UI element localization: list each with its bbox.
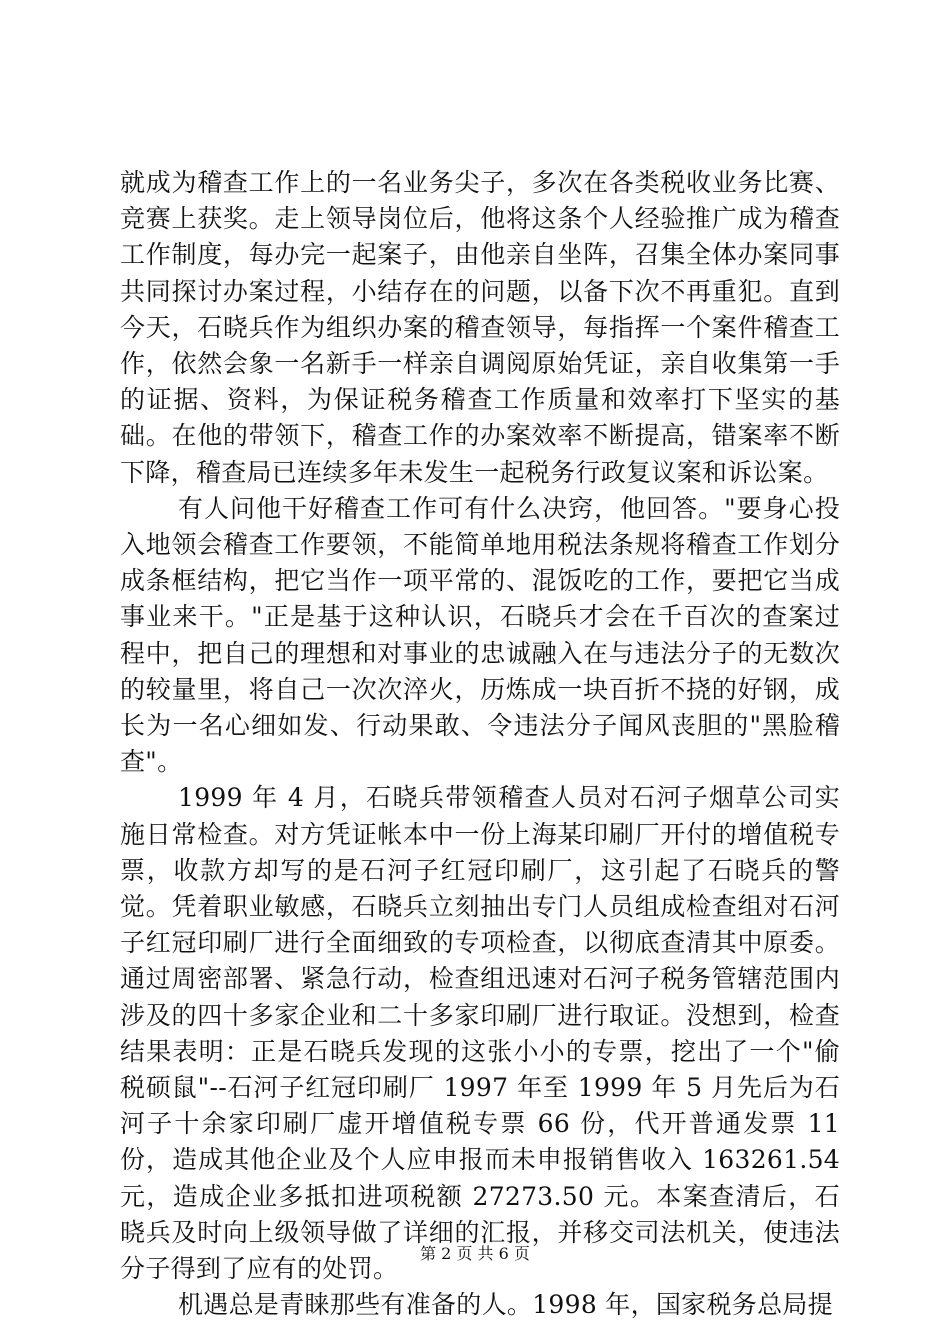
paragraph-opportunity: 机遇总是青睐那些有准备的人。1998 年，国家税务总局提 (178, 1290, 833, 1320)
paragraph-secret-answer: 有人问他干好稽查工作可有什么决窍，他回答。"要身心投入地领会稽查工作要领，不能简单地用税法条规将稽查工作划分成条框结构，把它当作一项平常的、混饭吃的工作，要把它当成事业来干。"正是基于这种认识，石晓兵才会在千百次的查案过程中，把自己的理想和对事业的忠诚融入在与违法分子的无数次的较量里，将自己一次次淬火，历炼成一块百折不挠的好钢，成长为一名心细如发、行动果敢、令违法分子闻风丧胆的"黑脸稽查"。 (120, 493, 840, 777)
paragraph-continued: 就成为稽查工作上的一名业务尖子，多次在各类税收业务比赛、竞赛上获奖。走上领导岗位后，他将这条个人经验推广成为稽查工作制度，每办完一起案子，由他亲自坐阵，召集全体办案同事共同探讨办案过程，小结存在的问题，以备下次不再重犯。直到今天，石晓兵作为组织办案的稽查领导，每指挥一个案件稽查工作，依然会象一名新手一样亲自调阅原始凭证，亲自收集第一手的证据、资料，为保证税务稽查工作质量和效率打下坚实的基础。在他的带领下，稽查工作的办案效率不断提高，错案率不断下降，稽查局已连续多年未发生一起税务行政复议案和诉讼案。 (120, 168, 840, 487)
paragraph-1999-case: 1999 年 4 月，石晓兵带领稽查人员对石河子烟草公司实施日常检查。对方凭证帐本中一份上海某印刷厂开付的增值税专票，收款方却写的是石河子红冠印刷厂，这引起了石晓兵的警觉。凭着职业敏感，石晓兵立刻抽出专门人员组成检查组对石河子红冠印刷厂进行全面细致的专项检查，以彻底查清其中原委。通过周密部署、紧急行动，检查组迅速对石河子税务管辖范围内涉及的四十多家企业和二十多家印刷厂进行取证。没想到，检查结果表明：正是石晓兵发现的这张小小的专票，挖出了一个"偷税硕鼠"--石河子红冠印刷厂 1997 年至 1999 年 5 月先后为石河子十余家印刷厂虚开增值税专票 66 份，代开普通发票 11 份，造成其他企业及个人应申报而未申报销售收入 163261.54 元，造成企业多抵扣进项税额 27273.50 元。本案查清后，石晓兵及时向上级领导做了详细的汇报，并移交司法机关，使违法分子得到了应有的处罚。 (120, 783, 840, 1284)
document-body (120, 165, 840, 1324)
page-footer: 第 2 页 共 6 页 (420, 1244, 530, 1263)
